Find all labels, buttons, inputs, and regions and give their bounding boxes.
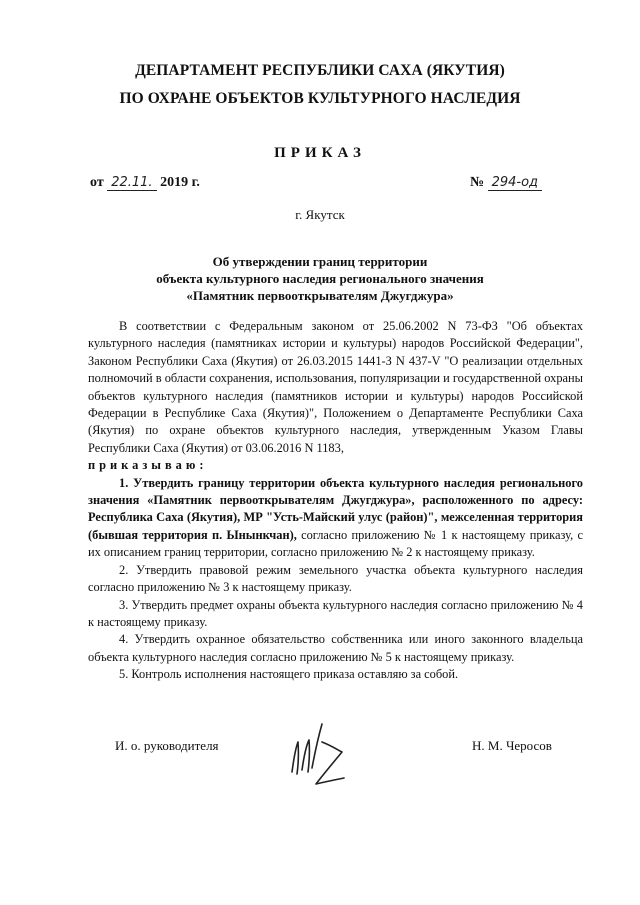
- signer-position: И. о. руководителя: [115, 738, 219, 753]
- item-2: 2. Утвердить правовой режим земельного участка объекта культурного наследия согласно приложению № 3 к настоящему приказу.: [88, 562, 583, 595]
- item-4: 4. Утвердить охранное обязательство собственника или иного законного владельца объекта культурного наследия согласно приложению № 5 к настоящему приказу.: [88, 632, 583, 664]
- subject-line1: Об утверждении границ территории: [212, 254, 428, 269]
- department-name-line2: ПО ОХРАНЕ ОБЪЕКТОВ КУЛЬТУРНОГО НАСЛЕДИЯ: [119, 90, 521, 107]
- order-number: [470, 175, 542, 191]
- order-word: приказываю:: [88, 458, 208, 473]
- document-title: ПРИКАЗ: [274, 145, 366, 161]
- handwritten-signature: [282, 712, 352, 792]
- department-name-line1: ДЕПАРТАМЕНТ РЕСПУБЛИКИ САХА (ЯКУТИЯ): [135, 62, 505, 79]
- signer-name: Н. М. Черосов: [472, 738, 552, 753]
- item-1: [88, 475, 583, 562]
- date-handwritten: 22.11.: [107, 176, 156, 191]
- subject-line2: объекта культурного наследия регионального значения: [156, 271, 484, 286]
- item-1-bold: 1. Утвердить границу территории объекта культурного наследия регионального значения «Памятник первооткрывателям Джугджура», расположенного по адресу: Республика Саха (Якутия), МР "Усть-Майский улус (район)", межселенная территория (бывшая территория п. Ынынкчан),: [88, 475, 583, 542]
- date-prefix: от: [90, 175, 104, 190]
- order-word-line: [88, 457, 583, 474]
- date-year: 2019 г.: [160, 175, 200, 190]
- subject-line3: «Памятник первооткрывателям Джугджура»: [186, 288, 454, 303]
- order-date: [90, 175, 200, 191]
- number-prefix: №: [470, 175, 485, 190]
- item-3: 3. Утвердить предмет охраны объекта культурного наследия согласно приложению № 4 к настоящему приказу.: [88, 597, 583, 629]
- document-body: [88, 318, 583, 684]
- item-1-rest: согласно приложению № 1 к настоящему приказу, с их описанием границ территории, согласно приложению № 2 к настоящему приказу.: [88, 527, 583, 560]
- city: г. Якутск: [295, 207, 345, 222]
- number-handwritten: 294-од: [488, 176, 542, 191]
- item-5: 5. Контроль исполнения настоящего приказа оставляю за собой.: [119, 667, 459, 682]
- preamble: В соответствии с Федеральным законом от 25.06.2002 N 73-ФЗ "Об объектах культурного наследия (памятниках истории и культуры) народов Российской Федерации", Законом Республики Саха (Якутия) от 26.03.2015 1441-З N 437-V "О реализации отдельных полномочий в области сохранения, использования, популяризации и государственной охраны объектов культурного наследия (памятников истории и культуры) народов Российской Федерации в Республике Саха (Якутия)", Положением о Департаменте Республики Саха (Якутия) по охране объектов культурного наследия, утвержденным Указом Главы Республики Саха (Якутия) от 03.06.2016 N 1183,: [88, 319, 583, 455]
